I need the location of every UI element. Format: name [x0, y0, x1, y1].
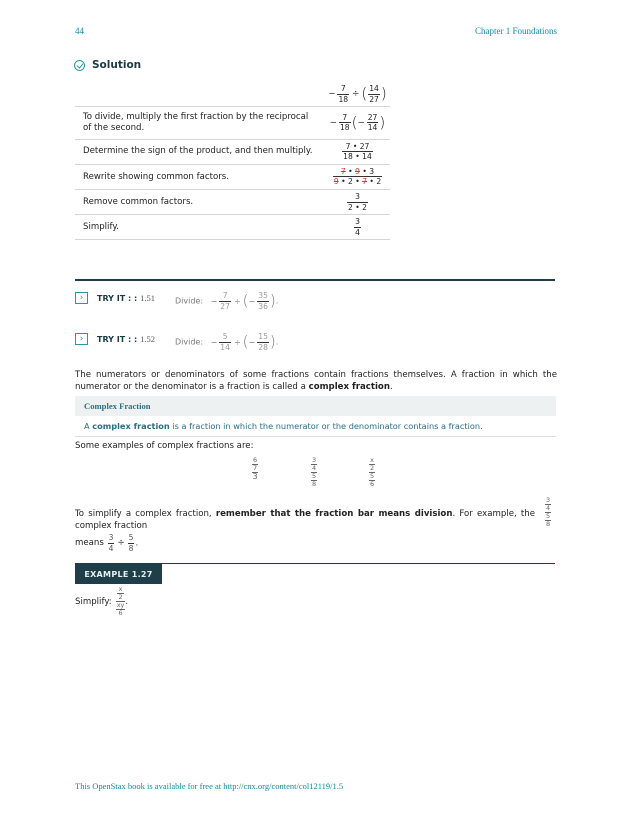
step-expression: − $\frac{7}{18}$ (− $\frac{27}{14}$ ) [325, 107, 390, 139]
try-it-exercise: Divide: − $\frac{5}{14}$ ÷ (− $\frac{15}{28}$ ). [175, 332, 279, 352]
try-it-number: 1.52 [140, 334, 156, 344]
try-it-1-51 [75, 291, 279, 311]
step-expression: $\frac{7 • 27}{18 • 14}$ [325, 139, 390, 164]
definition-body: A complex fraction is a fraction in which the numerator or the denominator contains a fraction. [75, 416, 556, 437]
table-row [75, 215, 390, 240]
try-it-exercise: Divide: − $\frac{7}{27}$ ÷ (− $\frac{35}{36}$ ). [175, 291, 279, 311]
chapter-title: Chapter 1 Foundations [475, 26, 557, 36]
solution-steps-table [75, 82, 390, 240]
step-text: Remove common factors. [75, 190, 325, 215]
step-text: Simplify. [75, 215, 325, 240]
step-text: To divide, multiply the first fraction by the reciprocal of the second. [75, 107, 325, 139]
step-expression: $\frac{3}{4}$ [325, 215, 390, 240]
means-line: means $\frac{3}{4}$ ÷ $\frac{5}{8}$ . [75, 533, 139, 553]
complex-fraction-example: x 2 5 6 [370, 456, 375, 489]
try-it-label: TRY IT : : [97, 334, 138, 344]
start-expression: − $\frac{7}{18}$ ÷ ( $\frac{14}{27}$ ) [325, 82, 390, 107]
table-row [75, 139, 390, 164]
example-problem: Simplify: x 2 xy 6 . [75, 585, 129, 618]
solution-title: Solution [92, 59, 142, 71]
step-text: Determine the sign of the product, and then multiply. [75, 139, 325, 164]
check-circle-icon [74, 60, 85, 71]
try-it-number: 1.51 [140, 293, 156, 303]
simplify-paragraph: To simplify a complex fraction, remember that the fraction bar means division. For example, the complex fraction [75, 509, 536, 532]
example-label: EXAMPLE 1.27 [75, 564, 162, 584]
try-it-label: TRY IT : : [97, 293, 138, 303]
complex-fraction-example: 3 4 5 8 [312, 456, 317, 489]
section-divider [75, 279, 555, 281]
page-number: 44 [75, 26, 84, 36]
complex-fraction-example: 6 7 3 [252, 456, 258, 482]
examples-intro: Some examples of complex fractions are: [75, 441, 254, 451]
example-banner [75, 563, 555, 583]
table-row [75, 82, 390, 107]
step-expression: $\frac{7 • 9 • 3}{9 • 2 • 7 • 2}$ [325, 164, 390, 189]
intro-paragraph: The numerators or denominators of some fractions contain fractions themselves. A fraction in which the numerator or the denominator is a fraction is called a complex fraction. [75, 370, 557, 393]
complex-fraction-inline: 3 4 5 8 [546, 496, 551, 529]
definition-box [75, 396, 556, 438]
chevron-right-icon[interactable]: › [75, 292, 88, 304]
page-footer: This OpenStax book is available for free at http://cnx.org/content/col12119/1.5 [75, 781, 344, 791]
step-text: Rewrite showing common factors. [75, 164, 325, 189]
try-it-1-52 [75, 332, 279, 352]
chevron-right-icon[interactable]: › [75, 333, 88, 345]
table-row [75, 164, 390, 189]
table-row [75, 107, 390, 139]
table-row [75, 190, 390, 215]
solution-heading [74, 59, 141, 71]
definition-title: Complex Fraction [75, 396, 556, 416]
step-expression: $\frac{3}{2 • 2}$ [325, 190, 390, 215]
